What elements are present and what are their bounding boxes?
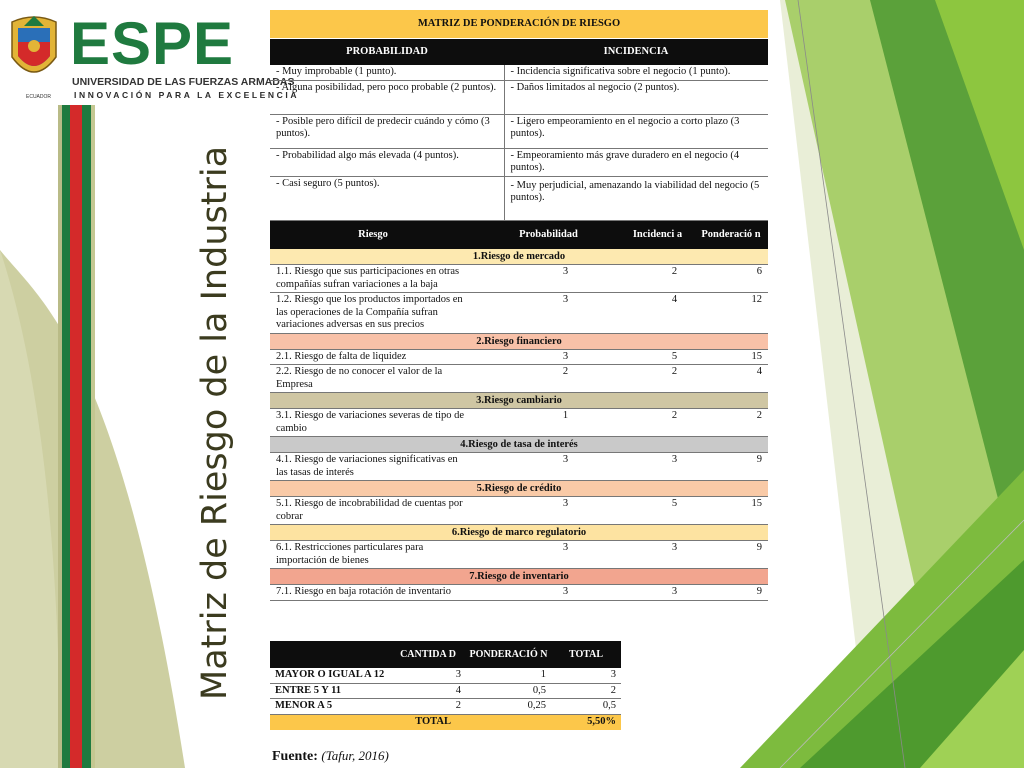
summary-qty: 2 — [390, 699, 466, 715]
summary-total-value: 5,50% — [551, 714, 621, 730]
risk-row — [270, 541, 768, 569]
risk-weighting: 15 — [694, 497, 768, 525]
risk-probability: 3 — [476, 585, 621, 601]
risk-incidence: 4 — [621, 293, 694, 334]
logo-tagline: INNOVACIÓN PARA LA EXCELENCIA — [74, 90, 300, 100]
risk-row — [270, 585, 768, 601]
risk-header: Riesgo — [270, 221, 476, 249]
summary-table-wrapper — [270, 641, 621, 730]
incidence-cell: - Muy perjudicial, amenazando la viabilidad del negocio (5 puntos). — [504, 176, 768, 220]
right-decoration — [740, 0, 1024, 768]
probability-cell: - Casi seguro (5 puntos). — [270, 176, 504, 220]
risk-weighting: 9 — [694, 453, 768, 481]
risk-category-label: 7.Riesgo de inventario — [270, 569, 768, 585]
summary-weight: 0,5 — [466, 683, 551, 699]
risk-description: 2.1. Riesgo de falta de liquidez — [270, 349, 476, 365]
risk-category-label: 5.Riesgo de crédito — [270, 481, 768, 497]
risk-probability: 3 — [476, 293, 621, 334]
incidence-cell: - Daños limitados al negocio (2 puntos). — [504, 80, 768, 114]
risk-description: 7.1. Riesgo en baja rotación de inventario — [270, 585, 476, 601]
summary-weight-header: PONDERACIÓ N — [466, 641, 551, 668]
incidence-cell: - Empeoramiento más grave duradero en el negocio (4 puntos). — [504, 148, 768, 176]
risk-row — [270, 293, 768, 334]
weighting-matrix-title: MATRIZ DE PONDERACIÓN DE RIESGO — [270, 10, 768, 38]
risk-table — [270, 221, 768, 601]
risk-category-label: 2.Riesgo financiero — [270, 333, 768, 349]
summary-total: 2 — [551, 683, 621, 699]
summary-total: 0,5 — [551, 699, 621, 715]
risk-incidence: 5 — [621, 349, 694, 365]
risk-incidence: 2 — [621, 265, 694, 293]
risk-weighting: 15 — [694, 349, 768, 365]
summary-qty-header: CANTIDA D — [390, 641, 466, 668]
risk-description: 5.1. Riesgo de incobrabilidad de cuentas por cobrar — [270, 497, 476, 525]
col-incidence-header: INCIDENCIA — [504, 38, 768, 65]
summary-blank-header — [270, 641, 390, 668]
summary-label: MAYOR O IGUAL A 12 — [270, 668, 390, 683]
source-label: Fuente: — [272, 749, 318, 764]
risk-category-label: 1.Riesgo de mercado — [270, 249, 768, 265]
risk-category-row — [270, 525, 768, 541]
risk-weighting: 4 — [694, 365, 768, 393]
probability-cell: - Muy improbable (1 punto). — [270, 65, 504, 80]
summary-table — [270, 641, 621, 730]
risk-category-row — [270, 333, 768, 349]
risk-category-row — [270, 393, 768, 409]
probability-cell: - Alguna posibilidad, pero poco probable (2 puntos). — [270, 80, 504, 114]
risk-probability: 3 — [476, 497, 621, 525]
weighting-matrix-table — [270, 10, 768, 221]
logo-country: ECUADOR — [26, 94, 52, 100]
risk-row — [270, 497, 768, 525]
probability-cell: - Posible pero difícil de predecir cuándo y cómo (3 puntos). — [270, 114, 504, 148]
risk-description: 1.2. Riesgo que los productos importados en las operaciones de la Compañía sufran variaciones adversas en sus precios — [270, 293, 476, 334]
risk-weighting: 9 — [694, 585, 768, 601]
summary-label: ENTRE 5 Y 11 — [270, 683, 390, 699]
risk-incidence: 3 — [621, 585, 694, 601]
risk-category-label: 3.Riesgo cambiario — [270, 393, 768, 409]
col-probability-header: PROBABILIDAD — [270, 38, 504, 65]
risk-category-row — [270, 569, 768, 585]
risk-probability: 3 — [476, 453, 621, 481]
espe-logo — [4, 10, 300, 106]
weighting-header: Ponderació n — [694, 221, 768, 249]
risk-probability: 3 — [476, 265, 621, 293]
slide-title: Matriz de Riesgo de la Industria — [195, 145, 235, 700]
summary-qty: 4 — [390, 683, 466, 699]
source-reference: (Tafur, 2016) — [321, 748, 389, 763]
summary-qty: 3 — [390, 668, 466, 683]
risk-description: 1.1. Riesgo que sus participaciones en otras compañías sufran variaciones a la baja — [270, 265, 476, 293]
incidence-header: Incidenci a — [621, 221, 694, 249]
summary-weight: 1 — [466, 668, 551, 683]
risk-incidence: 5 — [621, 497, 694, 525]
risk-description: 2.2. Riesgo de no conocer el valor de la Empresa — [270, 365, 476, 393]
risk-category-label: 6.Riesgo de marco regulatorio — [270, 525, 768, 541]
risk-document — [270, 10, 768, 727]
incidence-cell: - Ligero empeoramiento en el negocio a corto plazo (3 puntos). — [504, 114, 768, 148]
incidence-cell: - Incidencia significativa sobre el negocio (1 punto). — [504, 65, 768, 80]
summary-weight: 0,25 — [466, 699, 551, 715]
logo-wordmark: ESPE — [70, 10, 235, 77]
risk-category-row — [270, 481, 768, 497]
risk-row — [270, 453, 768, 481]
risk-probability: 3 — [476, 541, 621, 569]
source-citation — [272, 748, 389, 765]
risk-weighting: 2 — [694, 409, 768, 437]
risk-row — [270, 265, 768, 293]
risk-incidence: 2 — [621, 409, 694, 437]
espe-shield-icon — [4, 12, 64, 92]
risk-row — [270, 349, 768, 365]
risk-weighting: 9 — [694, 541, 768, 569]
risk-category-row — [270, 437, 768, 453]
risk-category-label: 4.Riesgo de tasa de interés — [270, 437, 768, 453]
probability-cell: - Probabilidad algo más elevada (4 puntos). — [270, 148, 504, 176]
summary-total: 3 — [551, 668, 621, 683]
risk-row — [270, 365, 768, 393]
summary-total-header: TOTAL — [551, 641, 621, 668]
summary-total-label: TOTAL — [270, 714, 551, 730]
risk-incidence: 3 — [621, 541, 694, 569]
risk-description: 4.1. Riesgo de variaciones significativas en las tasas de interés — [270, 453, 476, 481]
risk-incidence: 3 — [621, 453, 694, 481]
risk-description: 3.1. Riesgo de variaciones severas de tipo de cambio — [270, 409, 476, 437]
risk-category-row — [270, 249, 768, 265]
risk-probability: 2 — [476, 365, 621, 393]
risk-weighting: 6 — [694, 265, 768, 293]
risk-description: 6.1. Restricciones particulares para importación de bienes — [270, 541, 476, 569]
risk-incidence: 2 — [621, 365, 694, 393]
risk-weighting: 12 — [694, 293, 768, 334]
summary-label: MENOR A 5 — [270, 699, 390, 715]
probability-header: Probabilidad — [476, 221, 621, 249]
risk-row — [270, 409, 768, 437]
risk-probability: 1 — [476, 409, 621, 437]
logo-university-name: UNIVERSIDAD DE LAS FUERZAS ARMADAS — [72, 76, 295, 88]
risk-probability: 3 — [476, 349, 621, 365]
